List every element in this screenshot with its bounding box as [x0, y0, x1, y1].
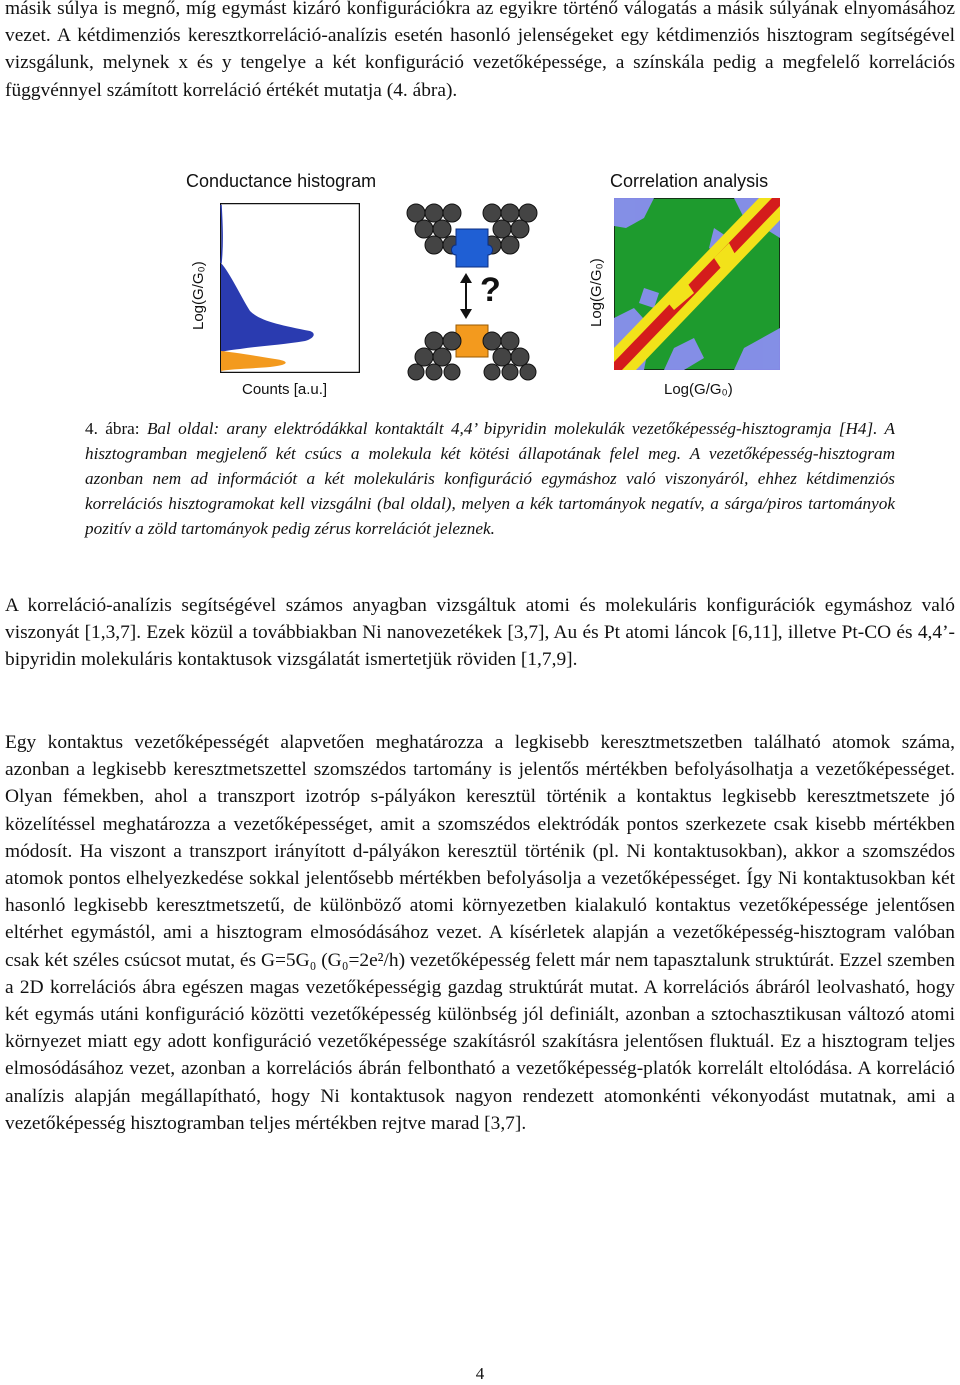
- right-x-axis-label: Log(G/G₀): [664, 381, 733, 398]
- page-number: 4: [475, 1364, 485, 1383]
- conductance-histogram: [220, 203, 360, 373]
- right-figure-title: Correlation analysis: [610, 171, 769, 191]
- left-figure-title: Conductance histogram: [186, 171, 377, 191]
- paragraph-intro: másik súlya is megnő, míg egymást kizáró konfigurációkra az egyikre történő válogatás a másik súlyának elnyomásához vezet. A kétdimenziós keresztkorreláció-analízis esetén hasonló jelenségeket egy kétdimenziós hisztogram segítségével vizsgálunk, melynek x és y tengelye a két konfiguráció vezetőképessége, a színskála pedig a megfelelő korrelációs függvénnyel számított korreláció értékét mutatja (4. ábra).: [5, 0, 955, 101]
- left-x-axis-label: Counts [a.u.]: [242, 381, 328, 398]
- figure-caption: [85, 416, 895, 541]
- correlation-map: [614, 198, 780, 370]
- figure-4: [180, 165, 780, 410]
- right-y-axis-label: Log(G/G₀): [588, 258, 605, 327]
- caption-text: Bal oldal: arany elektródákkal kontaktált 4,4’ bipyridin molekulák vezetőképesség-hisztogramja [H4]. A hisztogramban megjelenő két csúcs a molekula két kötési állapotának felel meg. A vezetőképesség-hisztogram azonban nem ad információt a két molekuláris konfiguráció egymáshoz való viszonyáról, ehhez kétdimenziós korrelációs hisztogramokat kell vizsgálni (bal oldal), melyen a kék tartományok negatív, a sárga/piros tartományok pozitív a zöld tartományok pedig zérus korrelációt jeleznek.: [85, 419, 895, 538]
- molecular-junction-schematic: [402, 201, 542, 381]
- left-y-axis-label: Log(G/G₀): [190, 261, 207, 330]
- question-mark: ?: [480, 271, 501, 309]
- paragraph-correlation-analysis: A korreláció-analízis segítségével számos anyagban vizsgáltuk atomi és molekuláris konfigurációk egymáshoz való viszonyát [1,3,7]. Ezek közül a továbbiakban Ni nanovezetékek [3,7], Au és Pt atomi láncok [6,11], illetve Pt-CO és 4,4’-bipyridin molekuláris kontaktusok vizsgálatát ismertetjük röviden [1,7,9].: [5, 595, 955, 671]
- caption-label: 4. ábra:: [85, 419, 147, 438]
- paragraph-nickel-contacts: Egy kontaktus vezetőképességét alapvetően meghatározza a legkisebb keresztmetszetben található atomok száma, azonban a legkisebb keresztmetszettel szomszédos tartomány is jelentős mértékben befolyásolhatja a vezetőképességet. Olyan fémekben, ahol a transzport izotróp s-pályákon keresztül történik a kontaktus legkisebb keresztmetszete jó közelítéssel meghatározza a vezetőképességet, amit a szomszédos elektródák pontos szerkezete csak kisebb mértékben módosít. Ha viszont a transzport irányított d-pályákon keresztül történik (pl. Ni kontaktusokban), akkor a szomszédos atomok pontos elhelyezkedése sokkal jelentősebb mértékben befolyásolja a vezetőképességet. Így Ni kontaktusokban két hasonló legkisebb keresztmetszetű, de különböző atomi környezetben kialakuló kontaktus vezetőképessége jelentősen eltérhet egymástól, ami a hisztogram elmosódásához vezet. A kísérletek alapján a vezetőképesség-hisztogram valóban csak két széles csúcsot mutat, és G=5G₀ (G₀=2e²/h) vezetőképesség felett már nem tapasztalunk struktúrát. Ezzel szemben a 2D korrelációs ábra egészen magas vezetőképességig gazdag struktúrát mutat. A korrelációs ábráról leolvasható, hogy két egymás utáni konfiguráció közötti vezetőképesség különbség jól definiált, azonban a sztochasztikusan változó atomi környezet miatt egy adott konfiguráció vezetőképessége szakításról szakításra jelentősen fluktuál. Ez a hisztogram teljes elmosódásához vezet, azonban a korrelációs ábrán felbontható a vezetőképesség-platók korrelált eltolódása. A korreláció analízis alapján megállapítható, hogy Ni kontaktusok nagyon rendezett atomonkénti vékonyodást mutatnak, ami a vezetőképesség hisztogramban teljes mértékben rejtve marad [3,7].: [5, 732, 955, 1134]
- blue-puzzle-piece: [452, 229, 493, 267]
